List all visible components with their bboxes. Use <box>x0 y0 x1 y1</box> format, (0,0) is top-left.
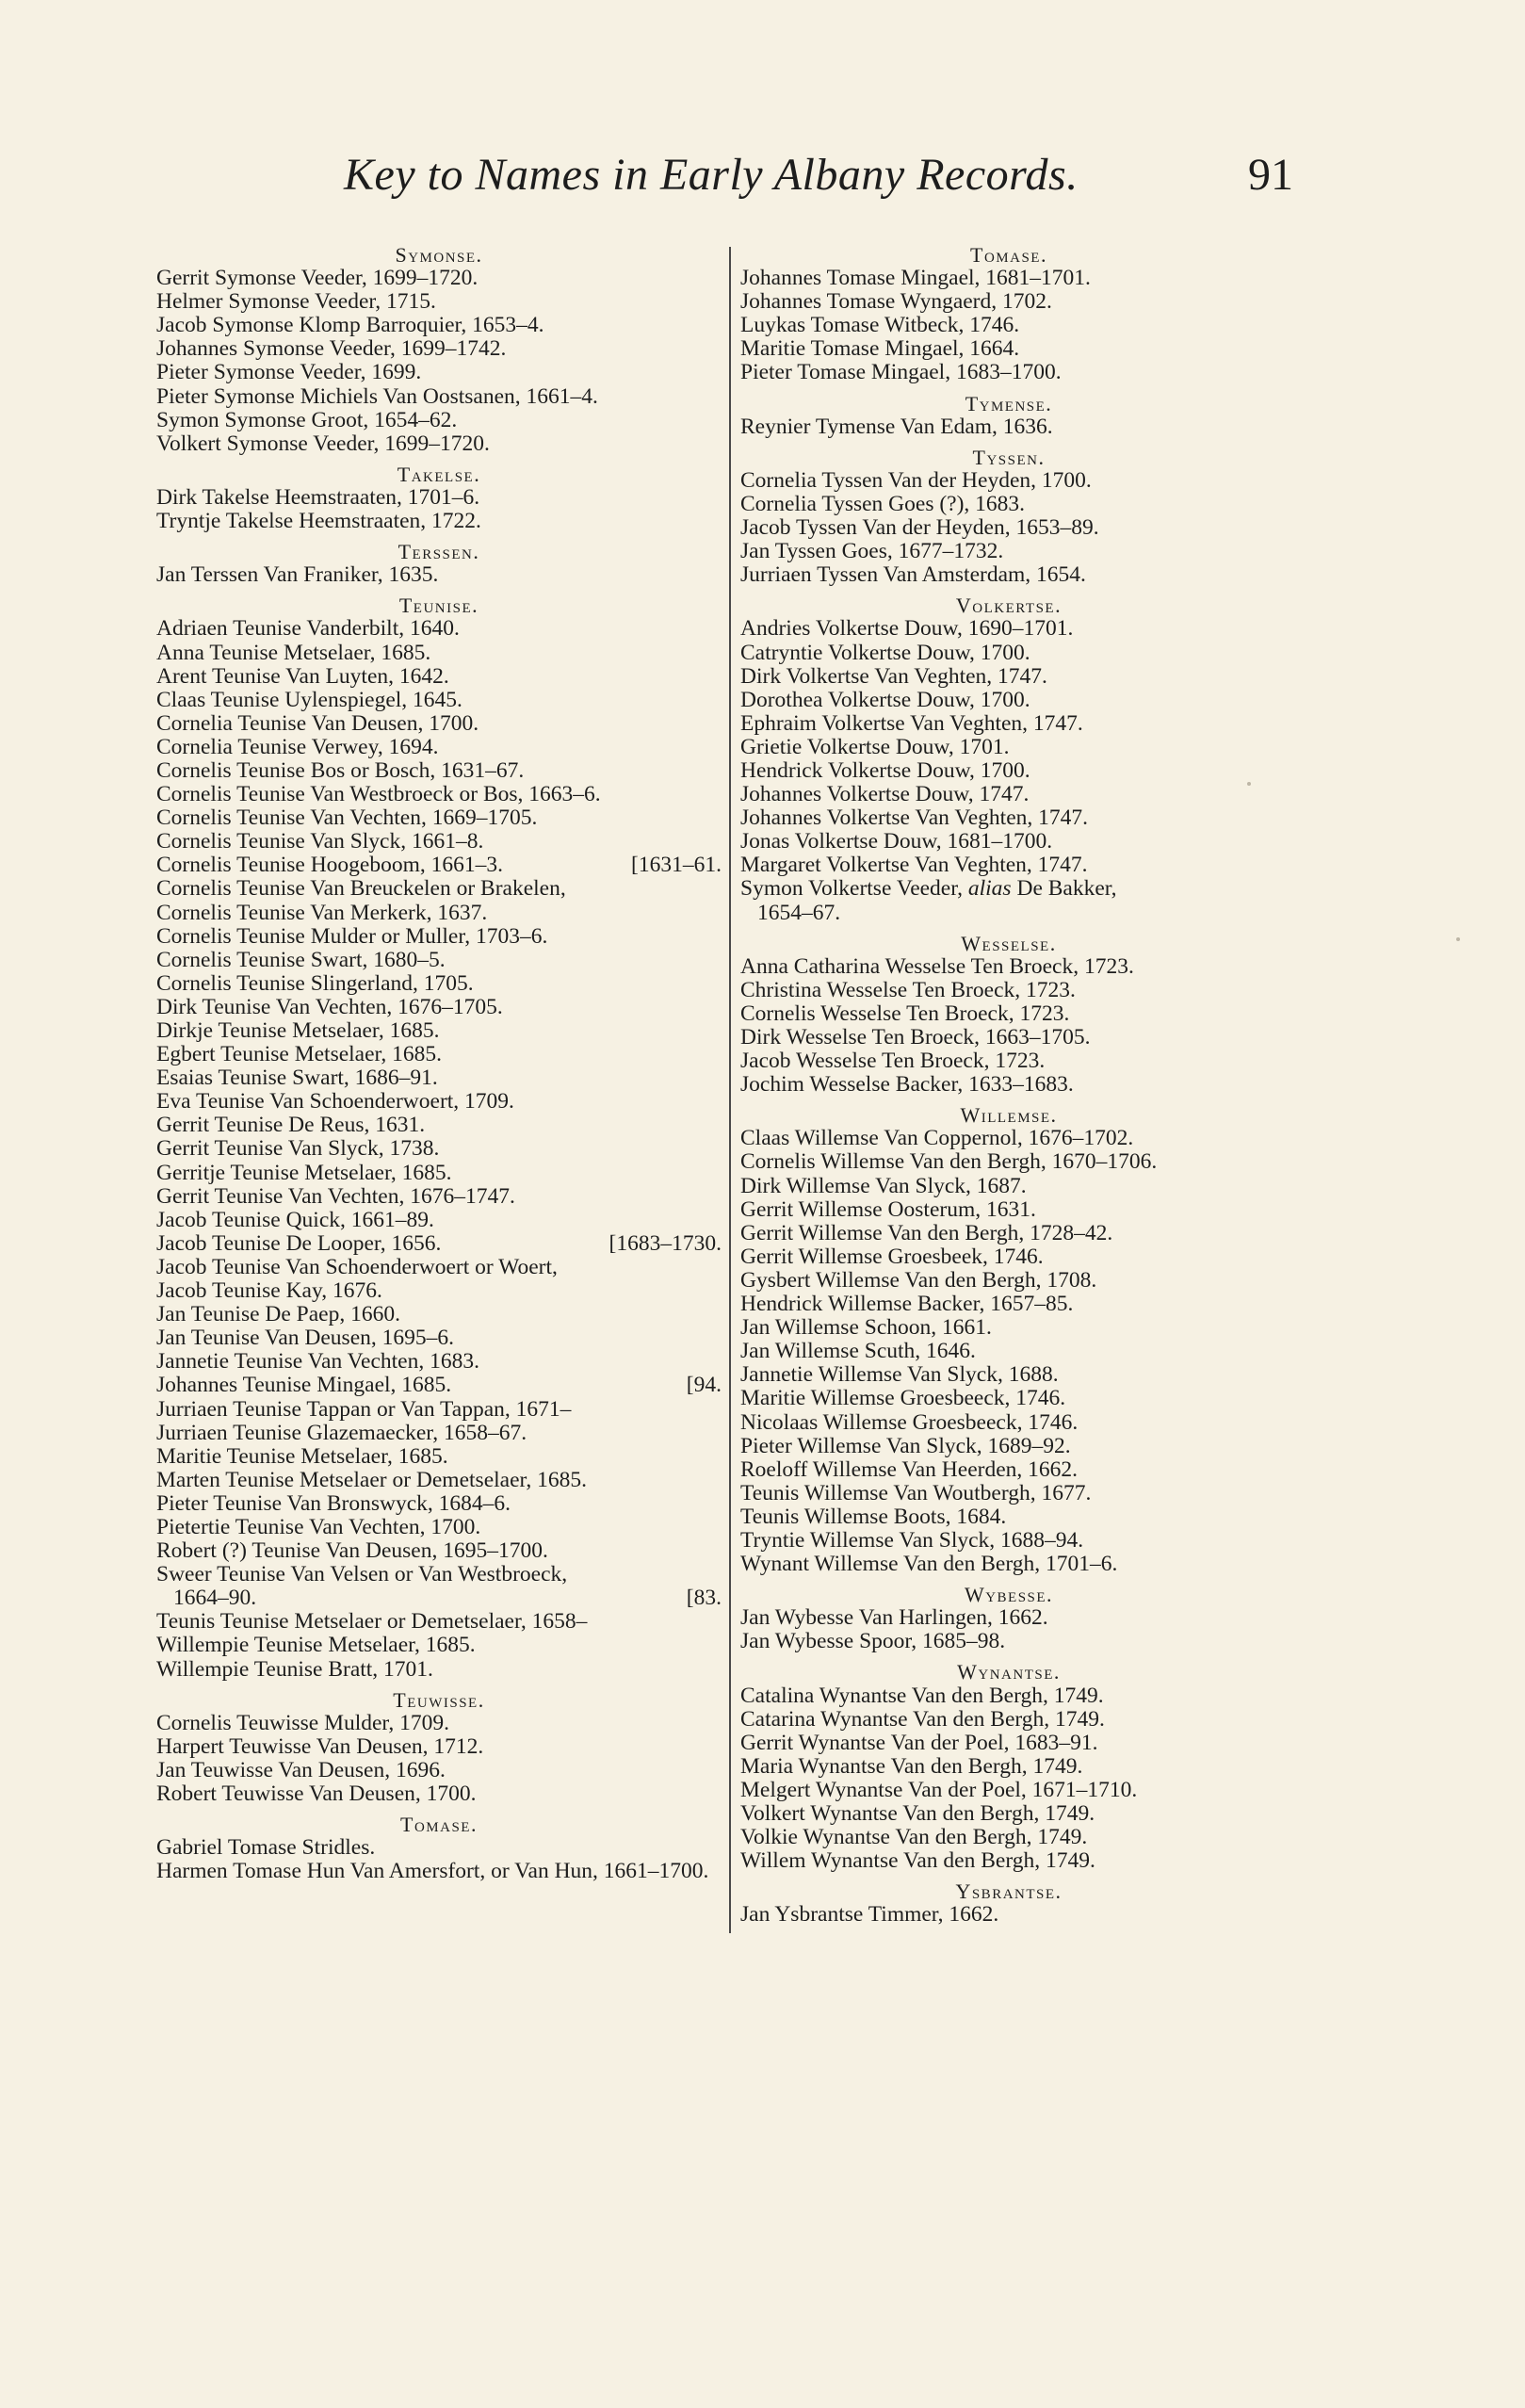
section-heading: Tymense. <box>965 391 1053 415</box>
entry-text: Jan Wybesse Van Harlingen, 1662. <box>740 1605 1048 1631</box>
continuation-marker: [94. <box>686 1373 722 1398</box>
name-entry <box>156 409 722 432</box>
entry-text: Jacob Teunise Van Schoenderwoert or Woert, <box>156 1254 558 1279</box>
name-entry <box>156 1374 722 1397</box>
name-entry <box>156 1445 722 1469</box>
entry-text: Hendrick Willemse Backer, 1657–85. <box>740 1292 1074 1317</box>
name-entry <box>740 877 1277 901</box>
name-entry <box>740 759 1277 783</box>
entry-text: Jan Teuwisse Van Deusen, 1696. <box>156 1757 446 1782</box>
entry-text: Cornelia Tyssen Van der Heyden, 1700. <box>740 467 1092 493</box>
entry-text: Cornelia Teunise Verwey, 1694. <box>156 734 439 759</box>
entry-text: Volkie Wynantse Van den Bergh, 1749. <box>740 1825 1088 1850</box>
entry-text: Jan Willemse Schoon, 1661. <box>740 1315 992 1341</box>
entry-text: Johannes Volkertse Van Veghten, 1747. <box>740 805 1089 831</box>
entry-text: Luykas Tomase Witbeck, 1746. <box>740 313 1020 338</box>
name-entry <box>740 902 1277 925</box>
name-entry <box>156 759 722 783</box>
paper-speck <box>1456 937 1460 941</box>
entry-text: Johannes Tomase Wyngaerd, 1702. <box>740 289 1052 315</box>
name-entry <box>740 1779 1277 1802</box>
name-entry <box>740 290 1277 314</box>
name-entry <box>740 1363 1277 1387</box>
entry-text: Tryntie Willemse Van Slyck, 1688–94. <box>740 1527 1084 1553</box>
name-entry <box>740 337 1277 361</box>
entry-text: Gerrit Wynantse Van der Poel, 1683–91. <box>740 1730 1098 1755</box>
entry-text: Jan Wybesse Spoor, 1685–98. <box>740 1629 1006 1654</box>
entry-text: Pieter Symonse Veeder, 1699. <box>156 360 422 385</box>
name-entry <box>740 689 1277 712</box>
name-entry <box>740 493 1277 516</box>
entry-text: Jan Willemse Scuth, 1646. <box>740 1339 976 1364</box>
name-entry <box>740 1198 1277 1222</box>
name-entry <box>740 1684 1277 1708</box>
entry-text: Reynier Tymense Van Edam, 1636. <box>740 414 1053 439</box>
name-entry <box>156 712 722 736</box>
right-column <box>740 243 1277 1927</box>
entry-text: Anna Catharina Wesselse Ten Broeck, 1723. <box>740 953 1134 979</box>
name-entry <box>740 783 1277 806</box>
name-entry <box>156 1634 722 1657</box>
name-entry <box>156 1162 722 1185</box>
name-entry <box>740 1245 1277 1269</box>
name-entry <box>740 1826 1277 1849</box>
name-entry <box>156 1137 722 1161</box>
section-heading: Ysbrantse. <box>955 1879 1063 1904</box>
entry-text: Gerrit Teunise Van Vechten, 1676–1747. <box>156 1183 515 1209</box>
name-entry <box>740 469 1277 493</box>
name-entry <box>740 617 1277 641</box>
name-entry <box>740 1175 1277 1198</box>
name-entry <box>740 1529 1277 1553</box>
name-entry <box>740 1387 1277 1410</box>
page-number: 91 <box>1248 150 1293 200</box>
section-heading: Teuwisse. <box>393 1687 485 1712</box>
entry-text: Sweer Teunise Van Velsen or Van Westbroeck, <box>156 1562 568 1587</box>
name-entry <box>740 1903 1277 1927</box>
name-entry <box>156 1398 722 1422</box>
name-entry <box>740 1708 1277 1732</box>
entry-text: Symon Symonse Groot, 1654–62. <box>156 407 458 432</box>
name-entry <box>156 1090 722 1114</box>
section-heading: Tyssen. <box>972 445 1046 469</box>
entry-text: Jurriaen Teunise Glazemaecker, 1658–67. <box>156 1420 527 1445</box>
entry-text: Dirk Takelse Heemstraaten, 1701–6. <box>156 484 480 510</box>
entry-text: Margaret Volkertse Van Veghten, 1747. <box>740 853 1088 878</box>
name-entry <box>156 1019 722 1043</box>
name-entry <box>156 1422 722 1445</box>
entry-text: Jurriaen Teunise Tappan or Van Tappan, 1671– <box>156 1396 572 1422</box>
entry-text: Jan Ysbrantse Timmer, 1662. <box>740 1902 999 1928</box>
name-entry <box>740 1127 1277 1150</box>
entry-text: Pieter Teunise Van Bronswyck, 1684–6. <box>156 1490 511 1516</box>
entry-text: Cornelis Wesselse Ten Broeck, 1723. <box>740 1001 1070 1026</box>
name-entry <box>156 1712 722 1735</box>
entry-text: Johannes Teunise Mingael, 1685. <box>156 1373 452 1398</box>
entry-text: Dirk Wesselse Ten Broeck, 1663–1705. <box>740 1025 1091 1049</box>
name-entry <box>740 415 1277 439</box>
section-heading: Tomase. <box>970 243 1047 267</box>
entry-text: Gerrit Willemse Groesbeek, 1746. <box>740 1244 1044 1269</box>
name-entry <box>740 1026 1277 1049</box>
name-entry <box>740 361 1277 384</box>
entry-text: Gerrit Symonse Veeder, 1699–1720. <box>156 266 479 291</box>
entry-text: Cornelis Teunise Bos or Bosch, 1631–67. <box>156 757 525 783</box>
name-entry <box>156 1232 722 1256</box>
name-entry <box>740 712 1277 736</box>
name-entry <box>156 1836 722 1860</box>
entry-text: Jan Teunise Van Deusen, 1695–6. <box>156 1326 454 1351</box>
entry-text: Catryntie Volkertse Douw, 1700. <box>740 640 1030 665</box>
name-entry <box>156 972 722 996</box>
section-heading: Wynantse. <box>957 1660 1061 1684</box>
name-entry <box>740 1606 1277 1630</box>
entry-text: Maritie Teunise Metselaer, 1685. <box>156 1443 448 1469</box>
entry-text: Cornelis Teunise Van Slyck, 1661–8. <box>156 829 484 854</box>
name-entry <box>156 642 722 665</box>
entry-text: Symon Volkertse Veeder, <box>740 876 963 902</box>
entry-text: Esaias Teunise Swart, 1686–91. <box>156 1066 438 1091</box>
entry-text: Jan Teunise De Paep, 1660. <box>156 1302 400 1327</box>
entry-text: Hendrick Volkertse Douw, 1700. <box>740 757 1030 783</box>
left-column <box>156 243 722 1883</box>
entry-text: Gerrit Willemse Oosterum, 1631. <box>740 1196 1036 1222</box>
name-entry <box>156 617 722 641</box>
name-entry <box>156 486 722 510</box>
name-entry <box>156 1469 722 1492</box>
entry-text-rest: De Bakker, <box>1016 876 1117 902</box>
section-heading: Wesselse. <box>961 931 1057 955</box>
entry-text: Roeloff Willemse Van Heerden, 1662. <box>740 1456 1079 1482</box>
name-entry <box>740 1802 1277 1826</box>
entry-text: Willem Wynantse Van den Bergh, 1749. <box>740 1848 1095 1874</box>
entry-text: Volkert Wynantse Van den Bergh, 1749. <box>740 1801 1095 1826</box>
name-entry <box>740 806 1277 830</box>
name-entry <box>156 337 722 361</box>
entry-text: Robert (?) Teunise Van Deusen, 1695–1700. <box>156 1538 548 1564</box>
name-entry <box>740 540 1277 563</box>
name-entry <box>156 1586 722 1610</box>
entry-text: Cornelis Teunise Van Vechten, 1669–1705. <box>156 805 538 831</box>
entry-text: Johannes Symonse Veeder, 1699–1742. <box>156 336 507 362</box>
name-entry <box>156 563 722 587</box>
entry-text: Cornelis Teunise Hoogeboom, 1661–3. <box>156 853 504 878</box>
name-entry <box>740 1732 1277 1755</box>
name-entry <box>740 1222 1277 1245</box>
entry-text: Gerrit Teunise De Reus, 1631. <box>156 1113 426 1138</box>
entry-text: Eva Teunise Van Schoenderwoert, 1709. <box>156 1089 514 1115</box>
name-entry <box>156 1279 722 1303</box>
name-entry <box>156 1516 722 1539</box>
name-entry <box>740 830 1277 854</box>
entry-text: Jan Tyssen Goes, 1677–1732. <box>740 539 1004 564</box>
entry-text: Cornelis Teunise Van Merkerk, 1637. <box>156 900 488 925</box>
name-entry <box>156 806 722 830</box>
entry-text: Volkert Symonse Veeder, 1699–1720. <box>156 431 490 456</box>
entry-text: Wynant Willemse Van den Bergh, 1701–6. <box>740 1552 1118 1577</box>
name-entry <box>156 689 722 712</box>
section-heading: Willemse. <box>960 1103 1058 1128</box>
continuation-marker: [1683–1730. <box>608 1230 722 1256</box>
entry-text: Egbert Teunise Metselaer, 1685. <box>156 1042 443 1067</box>
entry-text: Cornelis Teunise Swart, 1680–5. <box>156 947 446 972</box>
name-entry <box>740 1049 1277 1073</box>
name-entry <box>156 1492 722 1516</box>
name-entry <box>156 1066 722 1090</box>
section-heading: Symonse. <box>395 243 483 267</box>
entry-text: Anna Teunise Metselaer, 1685. <box>156 640 431 665</box>
entry-text: Catarina Wynantse Van den Bergh, 1749. <box>740 1706 1105 1732</box>
entry-text: Maritie Willemse Groesbeeck, 1746. <box>740 1386 1066 1411</box>
name-entry <box>740 314 1277 337</box>
name-entry <box>740 1002 1277 1026</box>
name-entry <box>740 1630 1277 1653</box>
paper-speck <box>1247 782 1251 786</box>
entry-text: Cornelia Tyssen Goes (?), 1683. <box>740 491 1026 516</box>
entry-text: Jannetie Teunise Van Vechten, 1683. <box>156 1349 479 1375</box>
entry-text: Harmen Tomase Hun Van Amersfort, or Van Hun, 1661–1700. <box>156 1859 709 1884</box>
name-entry <box>156 1735 722 1759</box>
name-entry <box>156 736 722 759</box>
name-entry <box>156 1782 722 1806</box>
name-entry <box>156 432 722 456</box>
name-entry <box>740 1411 1277 1435</box>
entry-text: Jacob Tyssen Van der Heyden, 1653–89. <box>740 515 1099 541</box>
entry-text: Melgert Wynantse Van der Poel, 1671–1710. <box>740 1777 1138 1802</box>
entry-text: Gerrit Willemse Van den Bergh, 1728–42. <box>740 1220 1113 1245</box>
entry-text: Jochim Wesselse Backer, 1633–1683. <box>740 1072 1074 1098</box>
entry-text: Willempie Teunise Bratt, 1701. <box>156 1656 433 1682</box>
name-entry <box>156 314 722 337</box>
name-entry <box>156 510 722 533</box>
entry-text: Dirkje Teunise Metselaer, 1685. <box>156 1018 440 1043</box>
name-entry <box>740 955 1277 979</box>
name-entry <box>740 1340 1277 1363</box>
entry-text: Claas Teunise Uylenspiegel, 1645. <box>156 687 462 712</box>
entry-text: Cornelis Teunise Van Westbroeck or Bos, 1663–6. <box>156 782 601 807</box>
entry-text: Dirk Volkertse Van Veghten, 1747. <box>740 663 1047 689</box>
entry-text: Teunis Teunise Metselaer or Demetselaer, 1658– <box>156 1609 588 1635</box>
entry-text: Ephraim Volkertse Van Veghten, 1747. <box>740 710 1083 736</box>
name-entry <box>156 361 722 384</box>
name-entry <box>740 1458 1277 1482</box>
name-entry <box>740 516 1277 540</box>
name-entry <box>156 783 722 806</box>
entry-text: Nicolaas Willemse Groesbeeck, 1746. <box>740 1409 1079 1435</box>
entry-text: Tryntje Takelse Heemstraaten, 1722. <box>156 509 481 534</box>
name-entry <box>156 1256 722 1279</box>
entry-text: Cornelis Teunise Mulder or Muller, 1703–6. <box>156 923 548 949</box>
entry-text: Dorothea Volkertse Douw, 1700. <box>740 687 1030 712</box>
name-entry <box>740 979 1277 1002</box>
name-entry <box>740 854 1277 877</box>
name-entry <box>740 1505 1277 1529</box>
name-entry <box>740 1755 1277 1779</box>
entry-text: Jonas Volkertse Douw, 1681–1700. <box>740 829 1053 854</box>
entry-text: Harpert Teuwisse Van Deusen, 1712. <box>156 1733 484 1759</box>
entry-text: Arent Teunise Van Luyten, 1642. <box>156 663 449 689</box>
name-entry <box>156 1043 722 1066</box>
entry-text: Maria Wynantse Van den Bergh, 1749. <box>740 1753 1083 1779</box>
name-entry <box>740 1553 1277 1576</box>
name-entry <box>156 877 722 901</box>
entry-text: Jacob Teunise Kay, 1676. <box>156 1278 382 1304</box>
entry-text: Cornelis Teunise Slingerland, 1705. <box>156 970 474 996</box>
entry-text: Pieter Willemse Van Slyck, 1689–92. <box>740 1433 1071 1458</box>
entry-text: Willempie Teunise Metselaer, 1685. <box>156 1633 476 1658</box>
name-entry <box>740 1269 1277 1293</box>
name-entry <box>156 1759 722 1782</box>
entry-text: Pieter Tomase Mingael, 1683–1700. <box>740 360 1062 385</box>
section-heading: Takelse. <box>397 462 481 486</box>
name-entry <box>156 902 722 925</box>
name-entry <box>740 563 1277 587</box>
name-entry <box>740 1316 1277 1340</box>
name-entry <box>740 1435 1277 1458</box>
name-entry <box>156 385 722 409</box>
entry-text: Catalina Wynantse Van den Bergh, 1749. <box>740 1683 1104 1708</box>
name-entry <box>156 1209 722 1232</box>
entry-text: Helmer Symonse Veeder, 1715. <box>156 289 436 315</box>
entry-text: Adriaen Teunise Vanderbilt, 1640. <box>156 616 460 642</box>
entry-text: Teunis Willemse Boots, 1684. <box>740 1504 1007 1529</box>
entry-text: Jurriaen Tyssen Van Amsterdam, 1654. <box>740 562 1086 588</box>
name-entry <box>740 1482 1277 1505</box>
entry-text: Gerritje Teunise Metselaer, 1685. <box>156 1160 452 1185</box>
name-entry <box>156 1114 722 1137</box>
entry-text: Cornelis Teunise Van Breuckelen or Brakelen, <box>156 876 566 902</box>
name-entry <box>156 925 722 949</box>
running-title: Key to Names in Early Albany Records. <box>344 150 1079 200</box>
name-entry <box>156 1350 722 1374</box>
entry-text: Grietie Volkertse Douw, 1701. <box>740 734 1010 759</box>
entry-text: Andries Volkertse Douw, 1690–1701. <box>740 616 1074 642</box>
entry-text: Jannetie Willemse Van Slyck, 1688. <box>740 1362 1059 1388</box>
name-entry <box>156 290 722 314</box>
name-entry <box>740 642 1277 665</box>
name-entry <box>740 1150 1277 1174</box>
name-entry <box>156 1658 722 1682</box>
entry-text: Cornelia Teunise Van Deusen, 1700. <box>156 710 479 736</box>
entry-text: Maritie Tomase Mingael, 1664. <box>740 336 1020 362</box>
name-entry <box>156 1610 722 1634</box>
entry-text: Jacob Wesselse Ten Broeck, 1723. <box>740 1049 1046 1074</box>
section-heading: Volkertse. <box>955 594 1063 618</box>
entry-text: Johannes Tomase Mingael, 1681–1701. <box>740 266 1091 291</box>
name-entry <box>740 1849 1277 1873</box>
entry-text: Johannes Volkertse Douw, 1747. <box>740 782 1030 807</box>
section-heading: Tomase. <box>400 1813 478 1837</box>
section-heading: Terssen. <box>397 540 480 564</box>
name-entry <box>156 949 722 972</box>
column-divider <box>729 247 731 1933</box>
entry-text: Jacob Teunise Quick, 1661–89. <box>156 1207 434 1232</box>
entry-text: Jan Terssen Van Franiker, 1635. <box>156 562 439 588</box>
entry-text: Pietertie Teunise Van Vechten, 1700. <box>156 1514 481 1539</box>
name-entry <box>156 830 722 854</box>
name-entry <box>156 267 722 290</box>
entry-text: Marten Teunise Metselaer or Demetselaer, 1685. <box>156 1467 588 1492</box>
name-entry <box>740 267 1277 290</box>
name-entry <box>156 1539 722 1563</box>
entry-text: Jacob Symonse Klomp Barroquier, 1653–4. <box>156 313 544 338</box>
entry-text: Christina Wesselse Ten Broeck, 1723. <box>740 977 1076 1002</box>
continuation-marker: [1631–61. <box>631 853 722 878</box>
entry-text: 1664–90. <box>173 1586 257 1611</box>
page-header <box>0 149 1525 215</box>
entry-text: Claas Willemse Van Coppernol, 1676–1702. <box>740 1126 1134 1151</box>
entry-italic: alias <box>967 876 1012 902</box>
entry-text: Dirk Willemse Van Slyck, 1687. <box>740 1173 1027 1198</box>
entry-text: Jacob Teunise De Looper, 1656. <box>156 1230 442 1256</box>
entry-text: Pieter Symonse Michiels Van Oostsanen, 1661–4. <box>156 383 598 409</box>
name-entry <box>740 665 1277 689</box>
name-entry <box>156 1860 722 1883</box>
entry-text: Teunis Willemse Van Woutbergh, 1677. <box>740 1480 1092 1505</box>
entry-text: Gysbert Willemse Van den Bergh, 1708. <box>740 1267 1097 1293</box>
entry-text: Robert Teuwisse Van Deusen, 1700. <box>156 1782 477 1806</box>
name-entry <box>740 1293 1277 1316</box>
name-entry <box>156 1303 722 1326</box>
entry-text: Cornelis Willemse Van den Bergh, 1670–1706. <box>740 1149 1158 1175</box>
name-entry <box>740 1073 1277 1097</box>
name-entry <box>156 665 722 689</box>
name-entry <box>156 1563 722 1586</box>
name-entry <box>156 854 722 877</box>
section-heading: Wybesse. <box>964 1583 1054 1607</box>
entry-text: 1654–67. <box>757 900 841 925</box>
name-entry <box>740 736 1277 759</box>
entry-text: Gerrit Teunise Van Slyck, 1738. <box>156 1136 440 1162</box>
entry-text: Cornelis Teuwisse Mulder, 1709. <box>156 1710 449 1735</box>
name-entry <box>156 1185 722 1209</box>
name-entry <box>156 1326 722 1350</box>
name-entry <box>156 996 722 1019</box>
entry-text: Dirk Teunise Van Vechten, 1676–1705. <box>156 994 503 1019</box>
entry-text: Gabriel Tomase Stridles. <box>156 1835 376 1861</box>
section-heading: Teunise. <box>398 594 479 618</box>
continuation-marker: [83. <box>686 1586 722 1611</box>
